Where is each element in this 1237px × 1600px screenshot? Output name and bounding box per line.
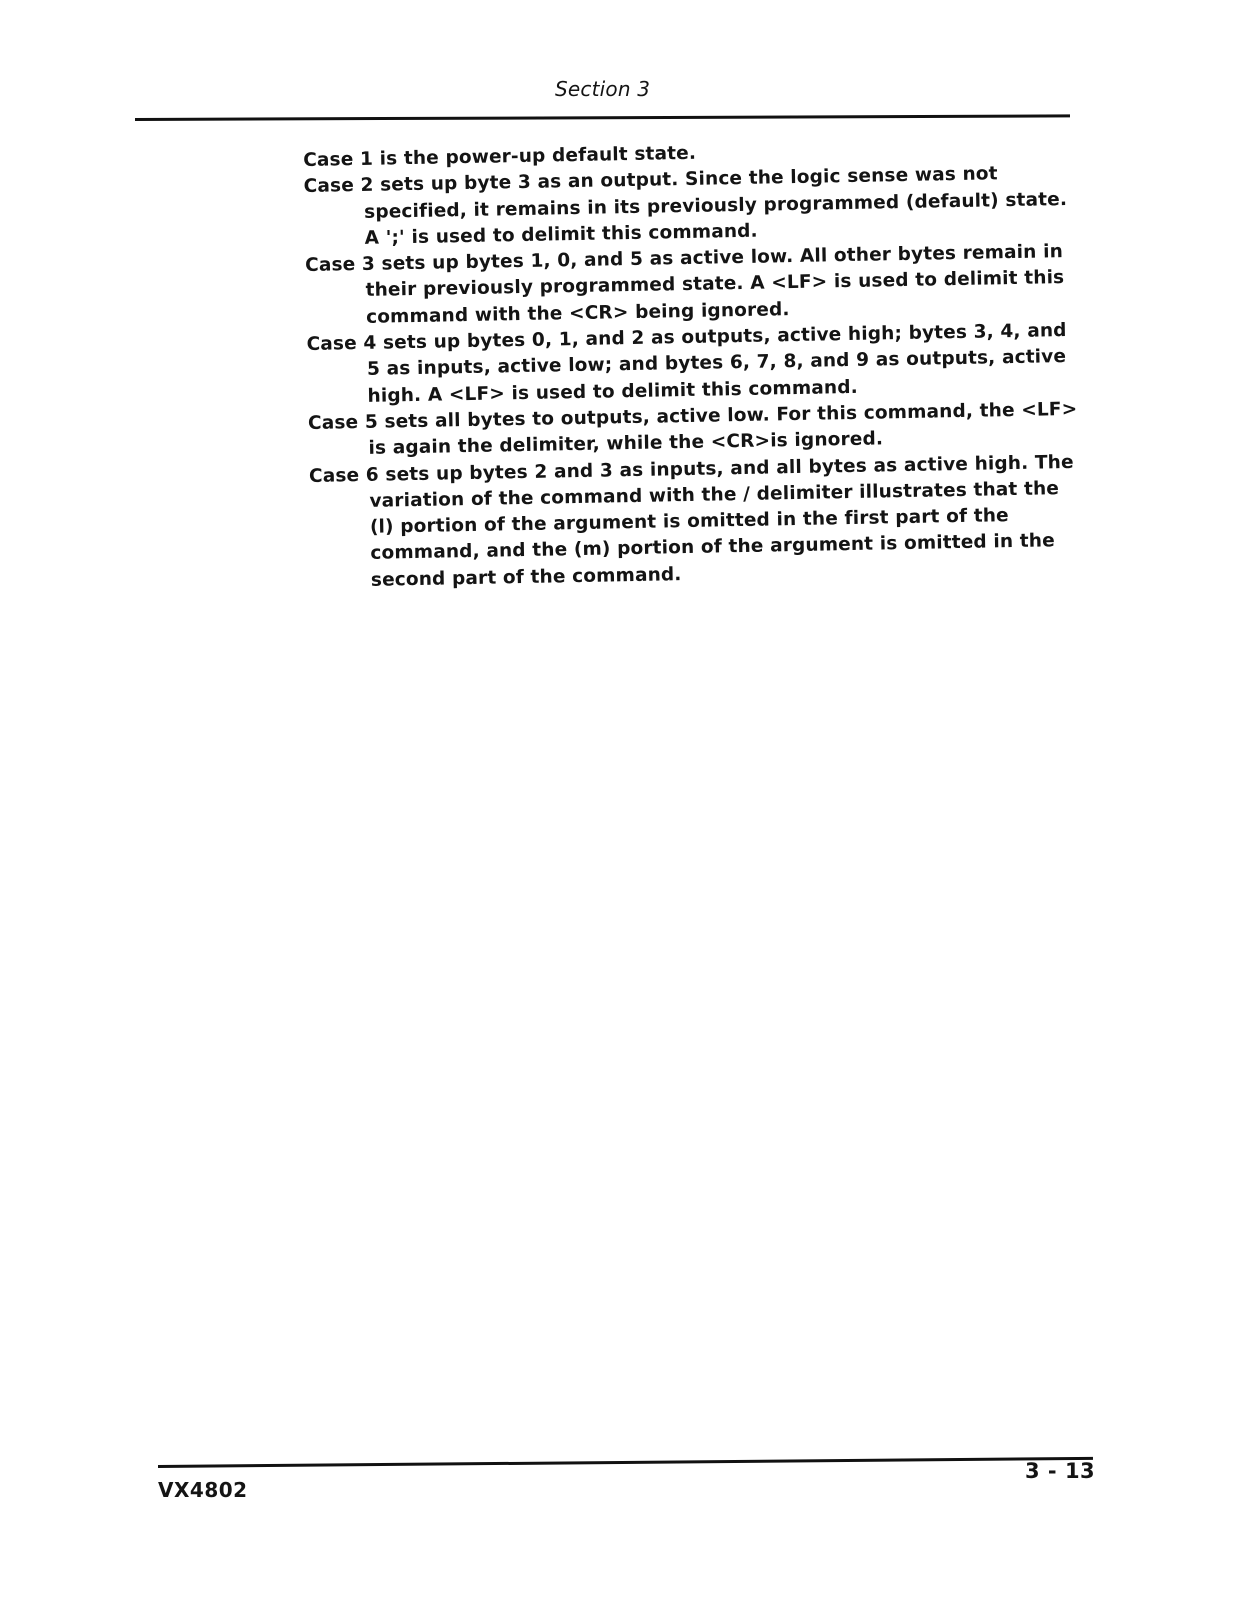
top-divider-rule bbox=[135, 114, 1070, 121]
case-3-text: sets up bytes 1, 0, and 5 as active low. All other bytes remain in their previously programmed state. A <LF> is used to delimit this command with the <CR> being ignored. bbox=[365, 241, 1065, 328]
footer-page-number: 3 - 13 bbox=[1025, 1459, 1096, 1483]
case-1-label: Case 1 bbox=[303, 148, 374, 171]
case-1-text: is the power-up default state. bbox=[372, 142, 697, 170]
case-6-label: Case 6 bbox=[308, 464, 380, 487]
case-2-paragraph bbox=[303, 160, 1079, 253]
section-header: Section 3 bbox=[555, 77, 651, 101]
case-list bbox=[303, 134, 1086, 595]
case-4-text: sets up bytes 0, 1, and 2 as outputs, active high; bytes 3, 4, and 5 as inputs, active low; and bytes 6, 7, 8, and 9 as outputs, active high. A <LF> is used to delimit this command. bbox=[366, 320, 1067, 407]
case-2-label: Case 2 bbox=[303, 175, 374, 198]
case-5-text: sets all bytes to outputs, active low. For this command, the <LF> is again the delimiter, while the <CR>is ignored. bbox=[368, 398, 1078, 460]
case-5-label: Case 5 bbox=[307, 411, 379, 434]
case-2-text: sets up byte 3 as an output. Since the logic sense was not specified, it remains in its previously programmed (default) state. A ';' is used to delimit this command. bbox=[363, 163, 1068, 249]
case-3-label: Case 3 bbox=[304, 253, 376, 277]
bottom-divider-rule bbox=[158, 1457, 1093, 1468]
case-4-paragraph bbox=[306, 318, 1082, 411]
case-4-label: Case 4 bbox=[306, 332, 377, 356]
case-6-paragraph bbox=[309, 449, 1086, 595]
case-6-text: sets up bytes 2 and 3 as inputs, and all bytes as active high. The variation of the command with the / delimiter illustrates that the (l) portion of the argument is omitted in the first part of the command, and the (m) portion of the argument is omitted in the second part of the command. bbox=[369, 451, 1074, 591]
footer-product-name: VX4802 bbox=[158, 1478, 248, 1502]
case-3-paragraph bbox=[305, 239, 1081, 332]
